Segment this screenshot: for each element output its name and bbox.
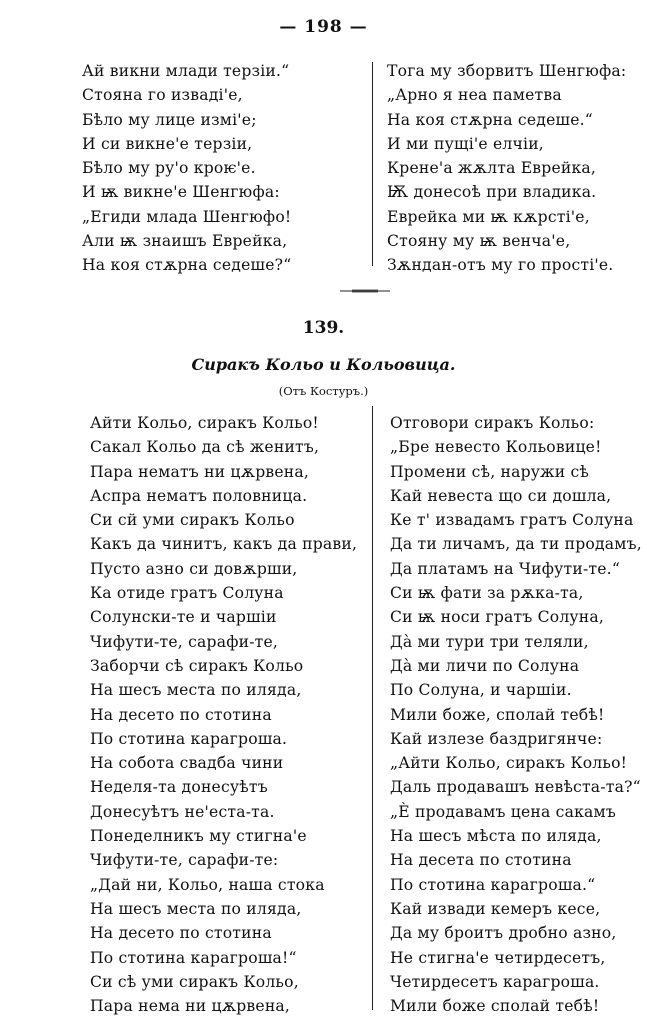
verse-line: Донесуѣтъ не'еста-та.: [90, 802, 275, 821]
verse-line: И ѭ викне'е Шенгюфа:: [82, 183, 280, 202]
verse-line: „Арно я неа паметва: [387, 86, 562, 105]
song-source: (Отъ Костуръ.): [278, 384, 369, 398]
verse-line: Кай невеста що си дошла,: [390, 486, 612, 505]
verse-line: Какъ да чинитъ, какъ да прави,: [90, 535, 358, 554]
verse-line: Мили боже, сполай тебѣ!: [390, 705, 605, 724]
verse-line: Солунски-те и чаршіи: [90, 608, 277, 627]
verse-line: Кай излезе баздригянче:: [390, 729, 603, 748]
verse-line: Кай извади кемеръ кесе,: [390, 899, 601, 918]
song-right-column: [390, 411, 642, 1018]
verse-line: Заборчи сѣ сиракъ Кольо: [90, 656, 304, 675]
verse-line: Пара нема ни цѫрвена,: [90, 997, 291, 1016]
verse-line: Отговори сиракъ Кольо:: [390, 414, 595, 432]
verse-line: Ай викни млади терзіи.“: [82, 62, 290, 80]
verse-line: Аспра нематъ половница.: [90, 486, 308, 505]
verse-line: На десето по стотина: [90, 705, 272, 724]
verse-line: Понеделникъ му стигна'е: [90, 827, 307, 846]
verse-line: Си сѣ уми сиракъ Кольо,: [90, 972, 299, 991]
verse-line: Бѣло му лице измі'е;: [82, 110, 257, 129]
verse-line: Пара нематъ ни цѫрвена,: [90, 462, 310, 481]
verse-line: Дà ми личи по Солуна: [390, 656, 580, 675]
verse-line: Си сй уми сиракъ Кольо: [90, 511, 295, 530]
previous-poem-right-column: [387, 59, 626, 278]
verse-line: Еврейка ми ѭ кѫрсті'е,: [387, 207, 590, 226]
verse-line: „Дай ни, Кольо, наша стока: [90, 875, 325, 894]
verse-line: Ѭ донесоѣ при владика.: [387, 183, 597, 202]
verse-line: Не стигна'е четирдесетъ,: [390, 948, 606, 967]
verse-line: „Егиди млада Шенгюфо!: [82, 207, 292, 226]
verse-line: Неделя-та донесуѣтъ: [90, 778, 268, 797]
verse-line: Айти Кольо, сиракъ Кольо!: [90, 414, 319, 432]
song-left-column: [90, 411, 357, 1018]
verse-line: Да му броитъ дробно азно,: [390, 924, 617, 943]
verse-line: И си викне'е терзіи,: [82, 134, 253, 153]
verse-line: И ми пущі'е елчіи,: [387, 134, 544, 153]
verse-line: Бѣло му ру'о кроѥ'е.: [82, 159, 256, 178]
verse-line: Промени сѣ, наружи сѣ: [390, 462, 589, 481]
verse-line: Чифути-те, сарафи-те:: [90, 851, 279, 870]
verse-line: На коя стѫрна седеше.“: [387, 110, 593, 129]
verse-line: Мили боже сполай тебѣ!: [390, 997, 600, 1016]
verse-line: Ка отиде гратъ Солуна: [90, 584, 284, 603]
verse-line: „Ѐ продавамъ цена сакамъ: [390, 802, 616, 821]
verse-line: На шесъ места по иляда,: [90, 899, 302, 918]
section-ornament-divider: [340, 289, 390, 293]
verse-line: Крене'а жѫлта Еврейка,: [387, 159, 597, 178]
verse-line: Дà ми тури три теляли,: [390, 632, 589, 651]
verse-line: Зѫндан-отъ му го прості'е.: [387, 256, 614, 275]
verse-line: На коя стѫрна седеше?“: [82, 256, 292, 275]
verse-line: Да платамъ на Чифути-те.“: [390, 559, 621, 578]
verse-line: Четирдесетъ карагроша.: [390, 972, 600, 991]
verse-line: По стотина карагроша.“: [390, 875, 596, 894]
verse-line: Си ѭ носи гратъ Солуна,: [390, 608, 605, 627]
verse-line: Сакал Кольо да сѣ женитъ,: [90, 438, 320, 457]
verse-line: Тога му зборвитъ Шенгюфа:: [387, 62, 627, 80]
verse-line: По стотина карагроша.: [90, 729, 288, 748]
verse-line: Си ѭ фати за рѫка-та,: [390, 584, 584, 603]
song-number: 139.: [302, 318, 345, 338]
verse-line: Стояну му ѭ венча'е,: [387, 232, 571, 251]
previous-poem-left-column: [82, 59, 291, 278]
verse-line: Да ти личамъ, да ти продамъ,: [390, 535, 642, 554]
verse-line: „Бре невесто Кольовице!: [390, 438, 602, 457]
verse-line: Стояна го изваді'е,: [82, 86, 243, 105]
column-divider-bottom: [372, 406, 373, 1010]
column-divider-top: [372, 62, 373, 266]
verse-line: На десета по стотина: [390, 851, 572, 870]
verse-line: На шесъ мѣста по иляда,: [390, 827, 602, 846]
verse-line: На десето по стотина: [90, 924, 272, 943]
verse-line: На собота свадба чини: [90, 754, 284, 773]
verse-line: Пусто азно си довѫрши,: [90, 559, 298, 578]
song-title: Сиракъ Кольо и Кольовица.: [191, 355, 456, 374]
verse-line: Ке т' извадамъ гратъ Солуна: [390, 511, 634, 530]
verse-line: Даль продавашъ невѣста-та?“: [390, 778, 641, 797]
verse-line: По стотина карагроша!“: [90, 948, 297, 967]
verse-line: По Солуна, и чаршіи.: [390, 681, 572, 700]
verse-line: „Айти Кольо, сиракъ Кольо!: [390, 754, 628, 773]
page-number: — 198 —: [279, 17, 368, 37]
verse-line: Чифути-те, сарафи-те,: [90, 632, 279, 651]
verse-line: На шесъ места по иляда,: [90, 681, 302, 700]
verse-line: Али ѭ знаишъ Еврейка,: [82, 232, 288, 251]
